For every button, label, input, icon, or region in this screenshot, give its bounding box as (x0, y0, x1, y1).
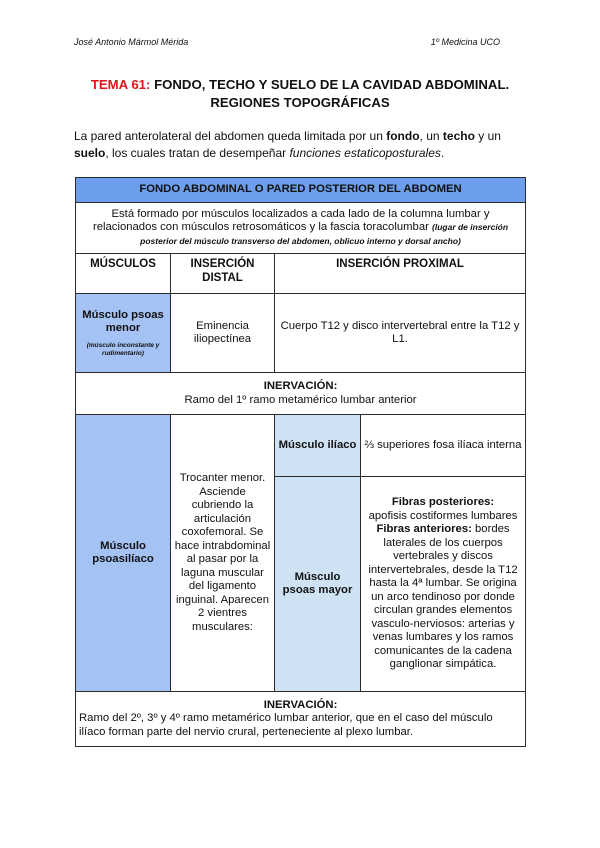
abdominal-floor-table (75, 177, 526, 747)
intro-text: , los cuales tratan de desempeñar (105, 146, 290, 160)
intro-bold-suelo: suelo (74, 146, 106, 160)
intro-text: , un (419, 129, 443, 143)
psoas-menor-note: (músculo inconstante y rudimentario) (86, 341, 160, 357)
fibras-posteriores-text: apofisis costiformes lumbares (368, 509, 518, 522)
topic-label: TEMA 61: (90, 77, 151, 92)
description-text: Está formado por músculos localizados a cada lado de la columna lumbar y relacionados con músculos retrosomáticos y la fascia toracolumbar (92, 207, 490, 234)
intro-text: y un (474, 129, 501, 143)
psoas-menor-proximal: Cuerpo T12 y disco intervertebral entre la T12 y L1. (275, 294, 526, 373)
psoas-menor-cell (76, 294, 171, 373)
psoas-menor-distal: Eminencia iliopectínea (171, 294, 275, 373)
innervation-2-text: Ramo del 2º, 3º y 4º ramo metamérico lumbar anterior, que en el caso del músculo ilíaco forman parte del nervio crural, perteneciente al plexo lumbar. (79, 712, 493, 738)
title-line2: REGIONES TOPOGRÁFICAS (210, 95, 390, 110)
intro-bold-fondo: fondo (386, 129, 420, 143)
page-header (74, 37, 500, 47)
psoasiliaco-cell: Músculo psoasilíaco (76, 415, 171, 692)
innervation-2 (76, 692, 526, 747)
innervation-1 (76, 373, 526, 415)
author-name: José Antonio Mármol Mérida (74, 37, 189, 47)
psoas-mayor-cell: Músculo psoas mayor (275, 477, 361, 692)
intro-paragraph (74, 128, 534, 162)
col-header-distal: INSERCIÓN DISTAL (171, 254, 275, 294)
iliaco-cell: Músculo ilíaco (275, 415, 361, 477)
psoas-menor-name: Músculo psoas menor (82, 308, 164, 334)
intro-text: . (440, 146, 445, 160)
intro-bold-techo: techo (442, 129, 475, 143)
innervation-2-title: INERVACIÓN: (263, 698, 338, 711)
psoas-mayor-proximal (361, 477, 526, 692)
psoasiliaco-distal: Trocanter menor. Asciende cubriendo la articulación coxofemoral. Se hace intrabdominal al pasar por la laguna muscular del ligamento inguinal. Aparecen 2 vientres musculares: (171, 415, 275, 692)
page-title (60, 76, 540, 112)
innervation-1-title: INERVACIÓN: (263, 380, 338, 392)
fibras-anteriores-text: bordes laterales de los cuerpos vertebrales y discos intervertebrales, desde la T12 hasta la 4ª lumbar. Se origina un arco tendinoso por donde circulan grandes elementos vasculo-nerviosos: arterias y venas lumbares y los ramos comunicantes de la cadena ganglionar simpática. (368, 523, 518, 671)
description-note: (lugar de inserción posterior del músculo transverso del abdomen, oblicuo interno y dorsal ancho) (140, 222, 509, 246)
fibras-posteriores-title: Fibras posteriores: (391, 496, 495, 509)
intro-text: La pared anterolateral del abdomen queda limitada por un (74, 129, 387, 143)
course-name: 1º Medicina UCO (430, 37, 500, 47)
iliaco-proximal: ⅔ superiores fosa ilíaca interna (361, 415, 526, 477)
table-description (76, 203, 526, 254)
col-header-proximal: INSERCIÓN PROXIMAL (275, 254, 526, 294)
title-line1: FONDO, TECHO Y SUELO DE LA CAVIDAD ABDOMINAL. (150, 77, 510, 92)
fibras-anteriores-title: Fibras anteriores: (376, 523, 472, 536)
col-header-musculos: MÚSCULOS (76, 254, 171, 294)
table-header: FONDO ABDOMINAL O PARED POSTERIOR DEL ABDOMEN (76, 178, 526, 203)
intro-italic: funciones estaticoposturales (289, 146, 441, 160)
innervation-1-text: Ramo del 1º ramo metamérico lumbar anterior (184, 393, 417, 406)
